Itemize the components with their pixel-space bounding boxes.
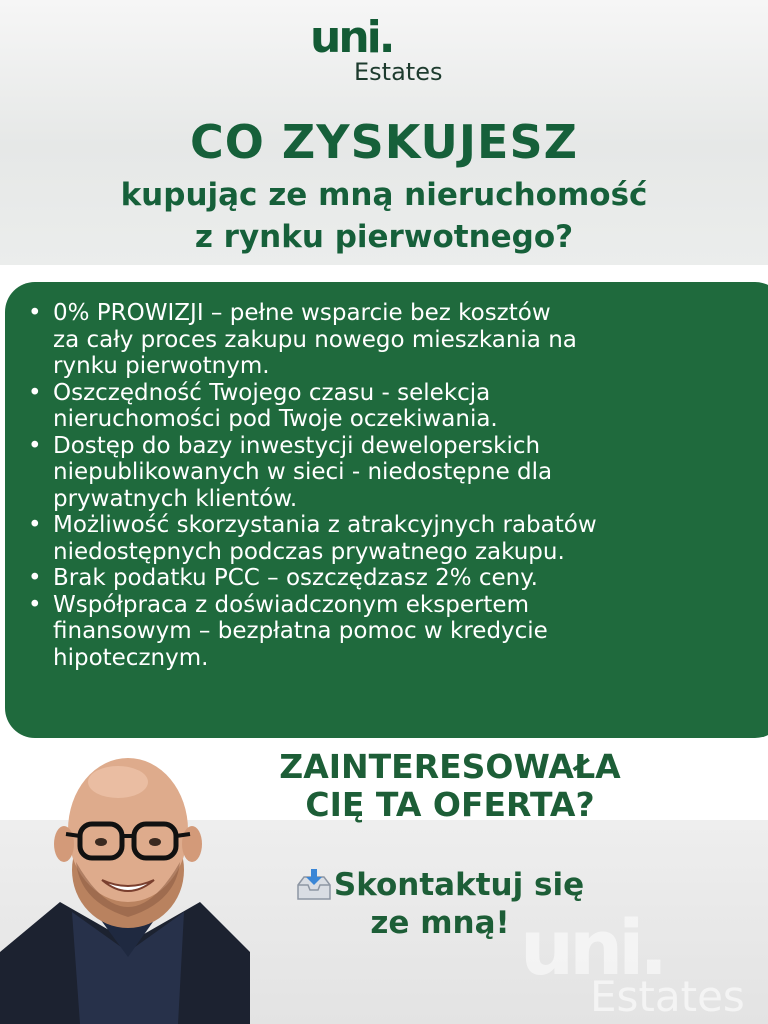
- benefit-line: Oszczędność Twojego czasu - selekcja: [53, 379, 491, 406]
- watermark-subtitle: Estates: [590, 972, 745, 1021]
- benefit-item: [28, 565, 758, 592]
- benefit-line: 0% PROWIZJI – pełne wsparcie bez kosztów: [53, 300, 551, 326]
- benefit-item: [28, 592, 758, 672]
- logo-subtitle: Estates: [354, 58, 443, 86]
- subheadline-line-1: kupując ze mną nieruchomość: [120, 177, 648, 213]
- benefit-line: niedostępnych podczas prywatnego zakupu.: [53, 538, 565, 565]
- bullet-icon: •: [28, 432, 42, 459]
- logo: [310, 12, 470, 88]
- benefit-item: [28, 380, 758, 433]
- benefit-item: [28, 512, 758, 565]
- benefit-line: Możliwość skorzystania z atrakcyjnych rabatów: [53, 512, 597, 538]
- bullet-icon: •: [28, 512, 42, 538]
- inbox-tray-icon: [296, 869, 332, 901]
- bullet-icon: •: [28, 379, 42, 406]
- subheadline-line-2: z rynku pierwotnego?: [194, 219, 574, 255]
- bullet-icon: •: [28, 565, 42, 591]
- cta-title-line-1: ZAINTERESOWAŁA: [279, 747, 621, 786]
- watermark-brand: uni.: [520, 903, 664, 992]
- benefit-line: niepublikowanych w sieci - niedostępne dla: [53, 459, 553, 485]
- benefits-list: [28, 300, 758, 671]
- contact-text-line-1: Skontaktuj się: [333, 867, 585, 903]
- benefit-line: rynku pierwotnym.: [53, 353, 270, 379]
- watermark-logo: [520, 903, 768, 1024]
- benefit-line: hipotecznym.: [53, 644, 209, 671]
- contact-line-1: [270, 866, 610, 904]
- benefit-item: [28, 433, 758, 513]
- benefit-line: nieruchomości pod Twoje oczekiwania.: [53, 406, 498, 432]
- headline: CO ZYSKUJESZ: [190, 115, 578, 169]
- bullet-icon: •: [28, 591, 42, 618]
- benefit-line: za cały proces zakupu nowego mieszkania na: [53, 326, 577, 353]
- contact-text-line-2: ze mną!: [370, 905, 510, 941]
- bullet-icon: •: [28, 300, 42, 326]
- logo-brand: uni.: [310, 12, 393, 63]
- benefit-line: Dostęp do bazy inwestycji deweloperskich: [53, 432, 541, 459]
- subheadline: [0, 174, 768, 258]
- agent-photo: [0, 752, 270, 1024]
- cta-title-line-2: CIĘ TA OFERTA?: [305, 785, 595, 824]
- benefit-item: [28, 300, 758, 380]
- cta-title: [240, 748, 660, 824]
- benefit-line: prywatnych klientów.: [53, 485, 298, 512]
- benefit-line: finansowym – bezpłatna pomoc w kredycie: [53, 618, 548, 644]
- benefit-line: Brak podatku PCC – oszczędzasz 2% ceny.: [53, 565, 538, 591]
- benefit-line: Współpraca z doświadczonym ekspertem: [53, 591, 529, 618]
